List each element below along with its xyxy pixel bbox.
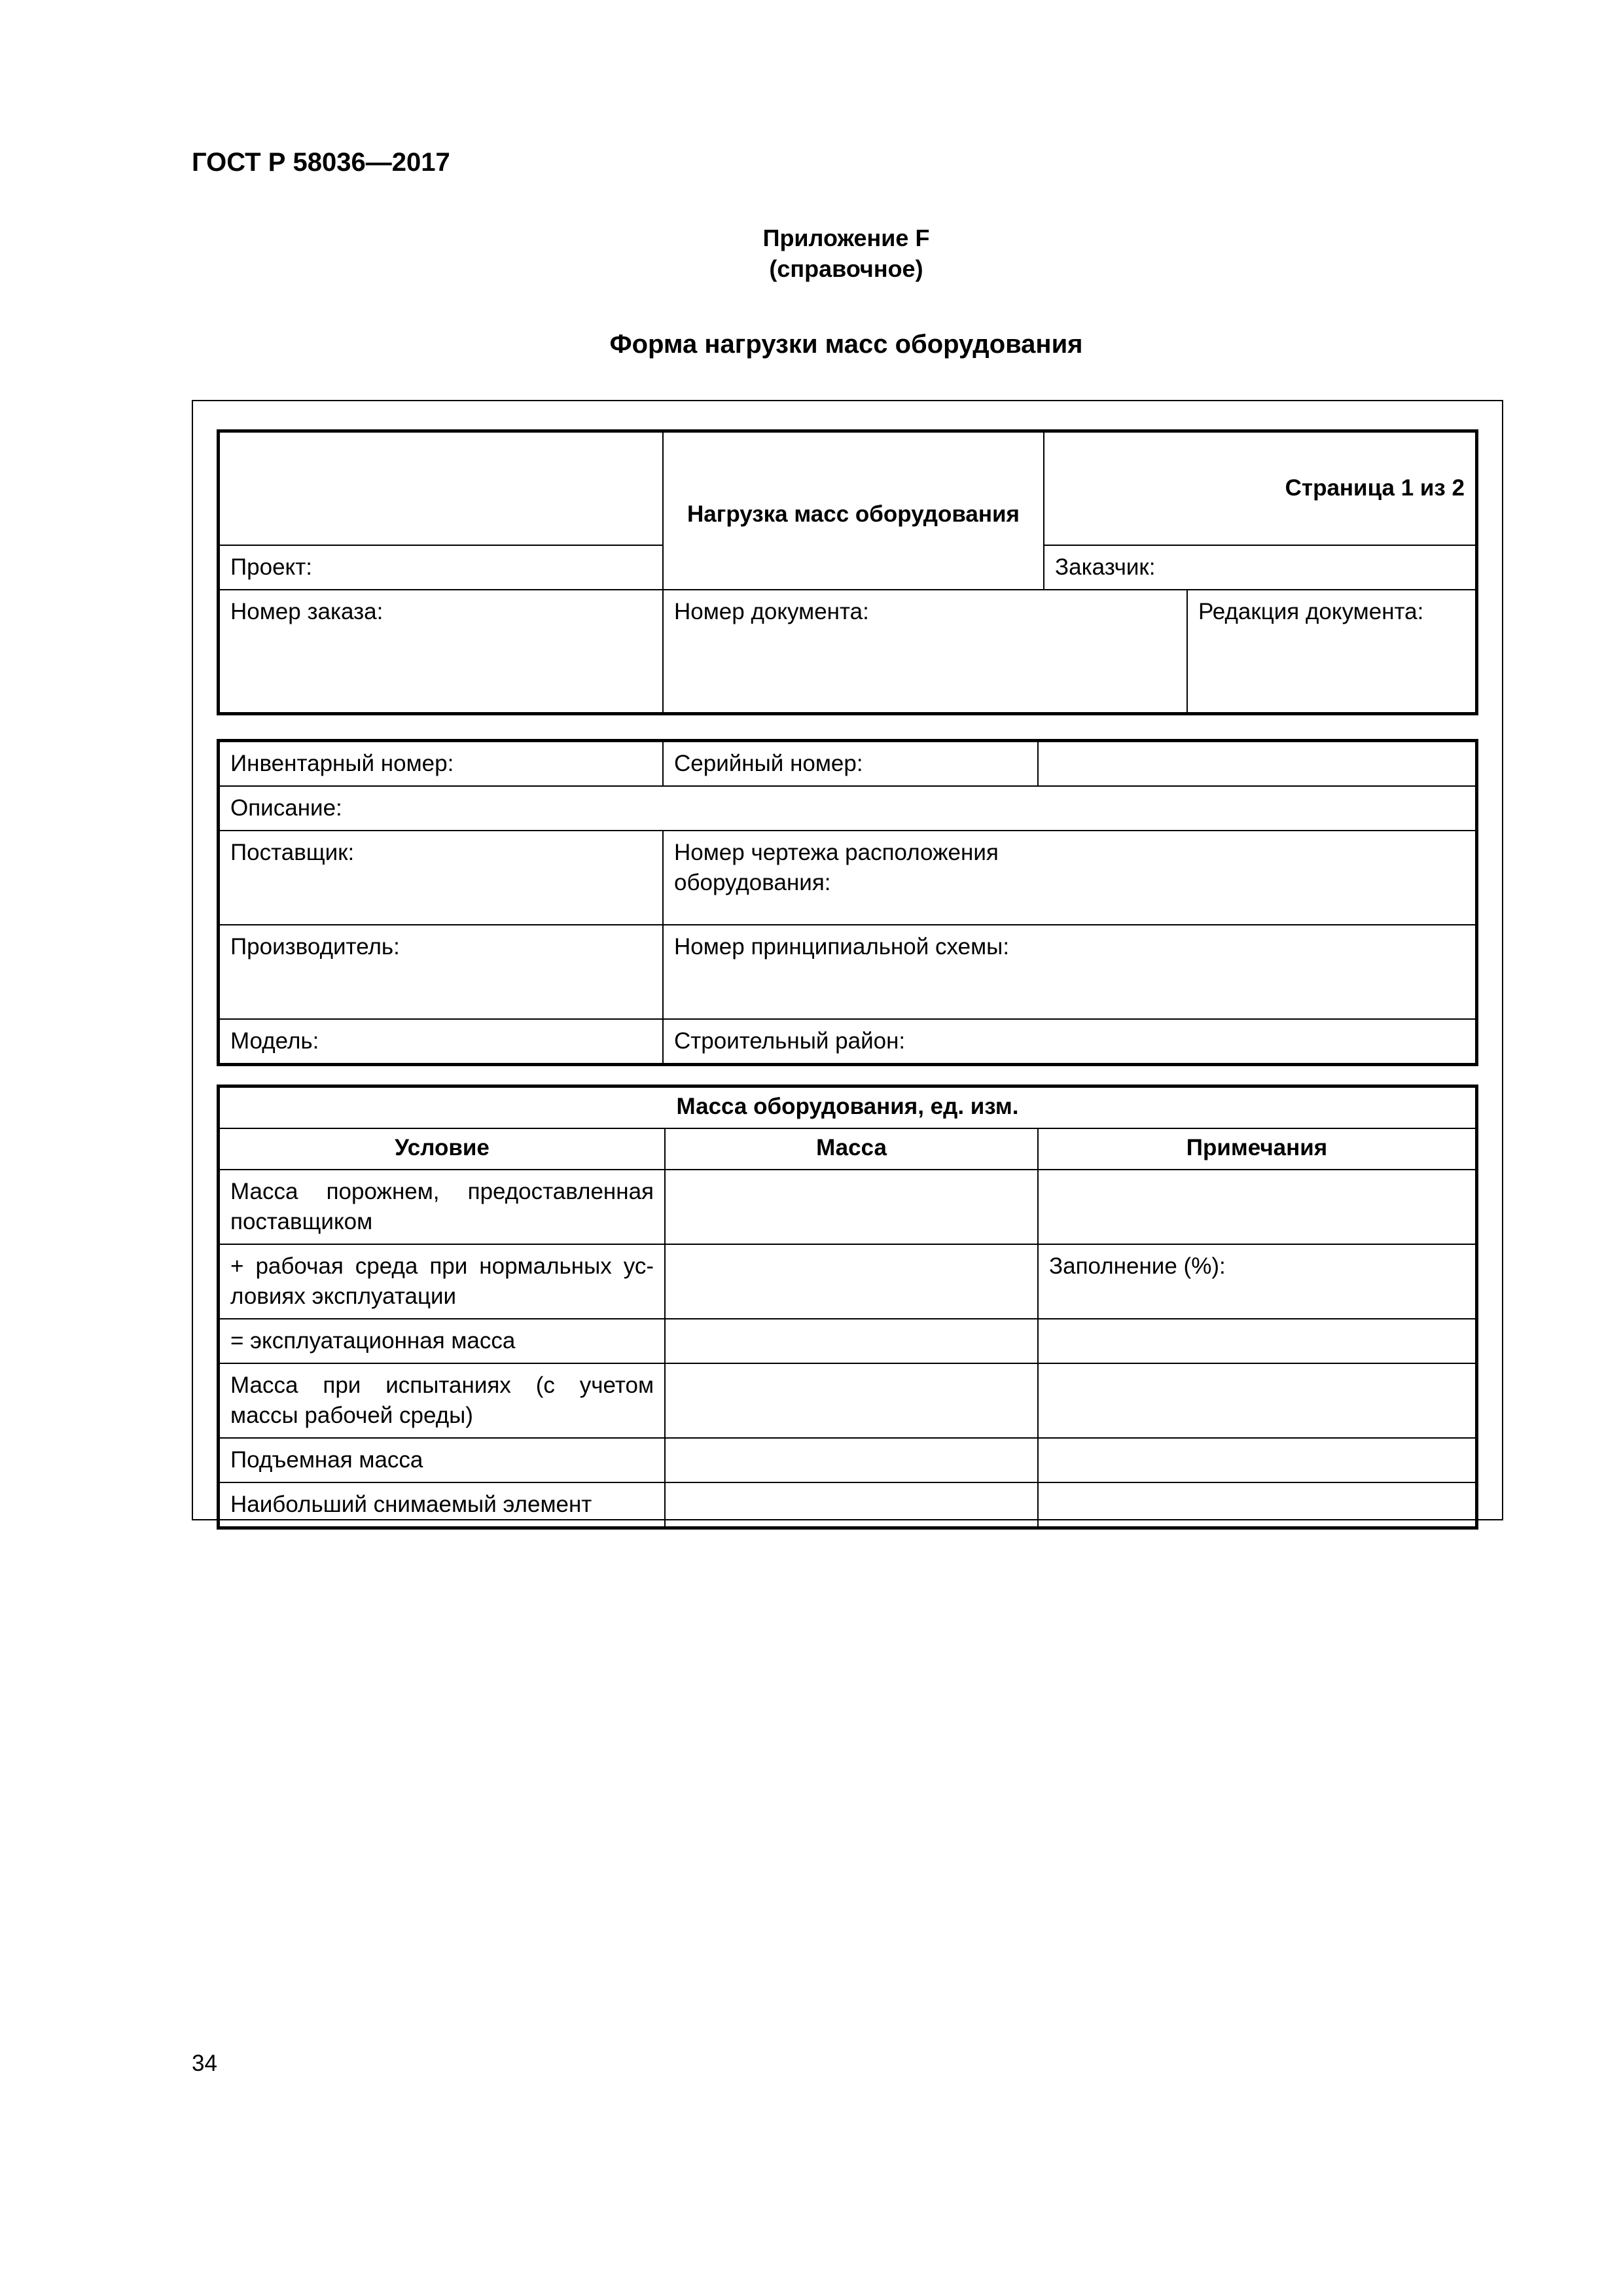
layout-drawing-label: Номер чертежа расположения оборудования: <box>674 840 999 895</box>
serial-number-label: Серийный номер: <box>674 751 863 776</box>
project-label: Проект: <box>230 554 313 580</box>
model-field[interactable] <box>219 1019 663 1064</box>
mass-table-title-text: Масса оборудования, ед. изм. <box>676 1094 1019 1119</box>
page-label-cell <box>1044 432 1476 545</box>
notes-cell[interactable] <box>1038 1438 1476 1482</box>
serial-number-field[interactable] <box>663 742 1038 786</box>
form-header-table <box>219 431 1476 713</box>
column-header-text: Масса <box>816 1135 887 1160</box>
appendix-title: Приложение F <box>762 224 930 251</box>
mass-cell[interactable] <box>665 1482 1038 1527</box>
mass-cell[interactable] <box>665 1438 1038 1482</box>
condition-text: + рабочая среда при нормальных ус-ловиях эксплуатации <box>230 1253 654 1309</box>
condition-cell <box>219 1438 665 1482</box>
supplier-field[interactable] <box>219 831 663 925</box>
project-field[interactable] <box>219 545 663 590</box>
column-header-notes <box>1038 1128 1476 1170</box>
condition-cell <box>219 1319 665 1363</box>
form-heading-cell <box>663 432 1044 590</box>
condition-cell <box>219 1170 665 1244</box>
document-number-field[interactable] <box>663 590 1187 713</box>
form-title: Форма нагрузки масс оборудования <box>609 330 1083 359</box>
form-heading: Нагрузка масс оборудования <box>687 501 1020 527</box>
condition-text: Наибольший снимаемый элемент <box>230 1492 592 1517</box>
schematic-number-label: Номер принципиальной схемы: <box>674 934 1010 960</box>
table-row <box>219 1438 1476 1482</box>
table-row <box>219 1319 1476 1363</box>
description-field[interactable] <box>219 786 1476 831</box>
column-header-condition <box>219 1128 665 1170</box>
document-code: ГОСТ Р 58036—2017 <box>192 148 450 177</box>
equipment-info-table <box>219 741 1476 1064</box>
table-row <box>219 1482 1476 1527</box>
page-number: 34 <box>192 2051 217 2076</box>
column-header-text: Примечания <box>1186 1135 1328 1160</box>
mass-cell[interactable] <box>665 1363 1038 1438</box>
mass-table-title <box>219 1087 1476 1128</box>
condition-cell <box>219 1363 665 1438</box>
table-row <box>219 1170 1476 1244</box>
condition-cell <box>219 1244 665 1319</box>
condition-text: Масса порожнем, предоставленная поставщиком <box>230 1179 654 1234</box>
manufacturer-field[interactable] <box>219 925 663 1019</box>
notes-cell[interactable] <box>1038 1363 1476 1438</box>
column-header-text: Условие <box>395 1135 490 1160</box>
inventory-number-label: Инвентарный номер: <box>230 751 454 776</box>
construction-area-label: Строительный район: <box>674 1028 906 1054</box>
order-number-label: Номер заказа: <box>230 599 383 624</box>
inventory-number-field[interactable] <box>219 742 663 786</box>
order-number-field[interactable] <box>219 590 663 713</box>
description-label: Описание: <box>230 795 342 821</box>
appendix-type: (справочное) <box>769 255 923 282</box>
construction-area-field[interactable] <box>663 1019 1476 1064</box>
mass-table <box>219 1086 1476 1528</box>
condition-text: = эксплуатационная масса <box>230 1328 516 1354</box>
mass-cell[interactable] <box>665 1244 1038 1319</box>
fill-percent-label: Заполнение (%): <box>1049 1253 1226 1279</box>
condition-text: Масса при испытаниях (с учетом массы рабочей среды) <box>230 1372 654 1428</box>
customer-label: Заказчик: <box>1055 554 1156 580</box>
mass-cell[interactable] <box>665 1319 1038 1363</box>
condition-cell <box>219 1482 665 1527</box>
logo-cell <box>219 432 663 545</box>
table-row <box>219 1244 1476 1319</box>
model-label: Модель: <box>230 1028 319 1054</box>
customer-field[interactable] <box>1044 545 1476 590</box>
page-label: Страница 1 из 2 <box>1285 475 1465 501</box>
document-revision-field[interactable] <box>1187 590 1476 713</box>
notes-cell[interactable] <box>1038 1244 1476 1319</box>
supplier-label: Поставщик: <box>230 840 355 865</box>
serial-number-value[interactable] <box>1038 742 1476 786</box>
layout-drawing-field[interactable] <box>663 831 1476 925</box>
document-number-label: Номер документа: <box>674 599 869 624</box>
condition-text: Подъемная масса <box>230 1447 423 1473</box>
mass-cell[interactable] <box>665 1170 1038 1244</box>
document-revision-label: Редакция документа: <box>1198 599 1424 624</box>
notes-cell[interactable] <box>1038 1170 1476 1244</box>
table-row <box>219 1363 1476 1438</box>
manufacturer-label: Производитель: <box>230 934 400 960</box>
column-header-mass <box>665 1128 1038 1170</box>
notes-cell[interactable] <box>1038 1482 1476 1527</box>
notes-cell[interactable] <box>1038 1319 1476 1363</box>
schematic-number-field[interactable] <box>663 925 1476 1019</box>
